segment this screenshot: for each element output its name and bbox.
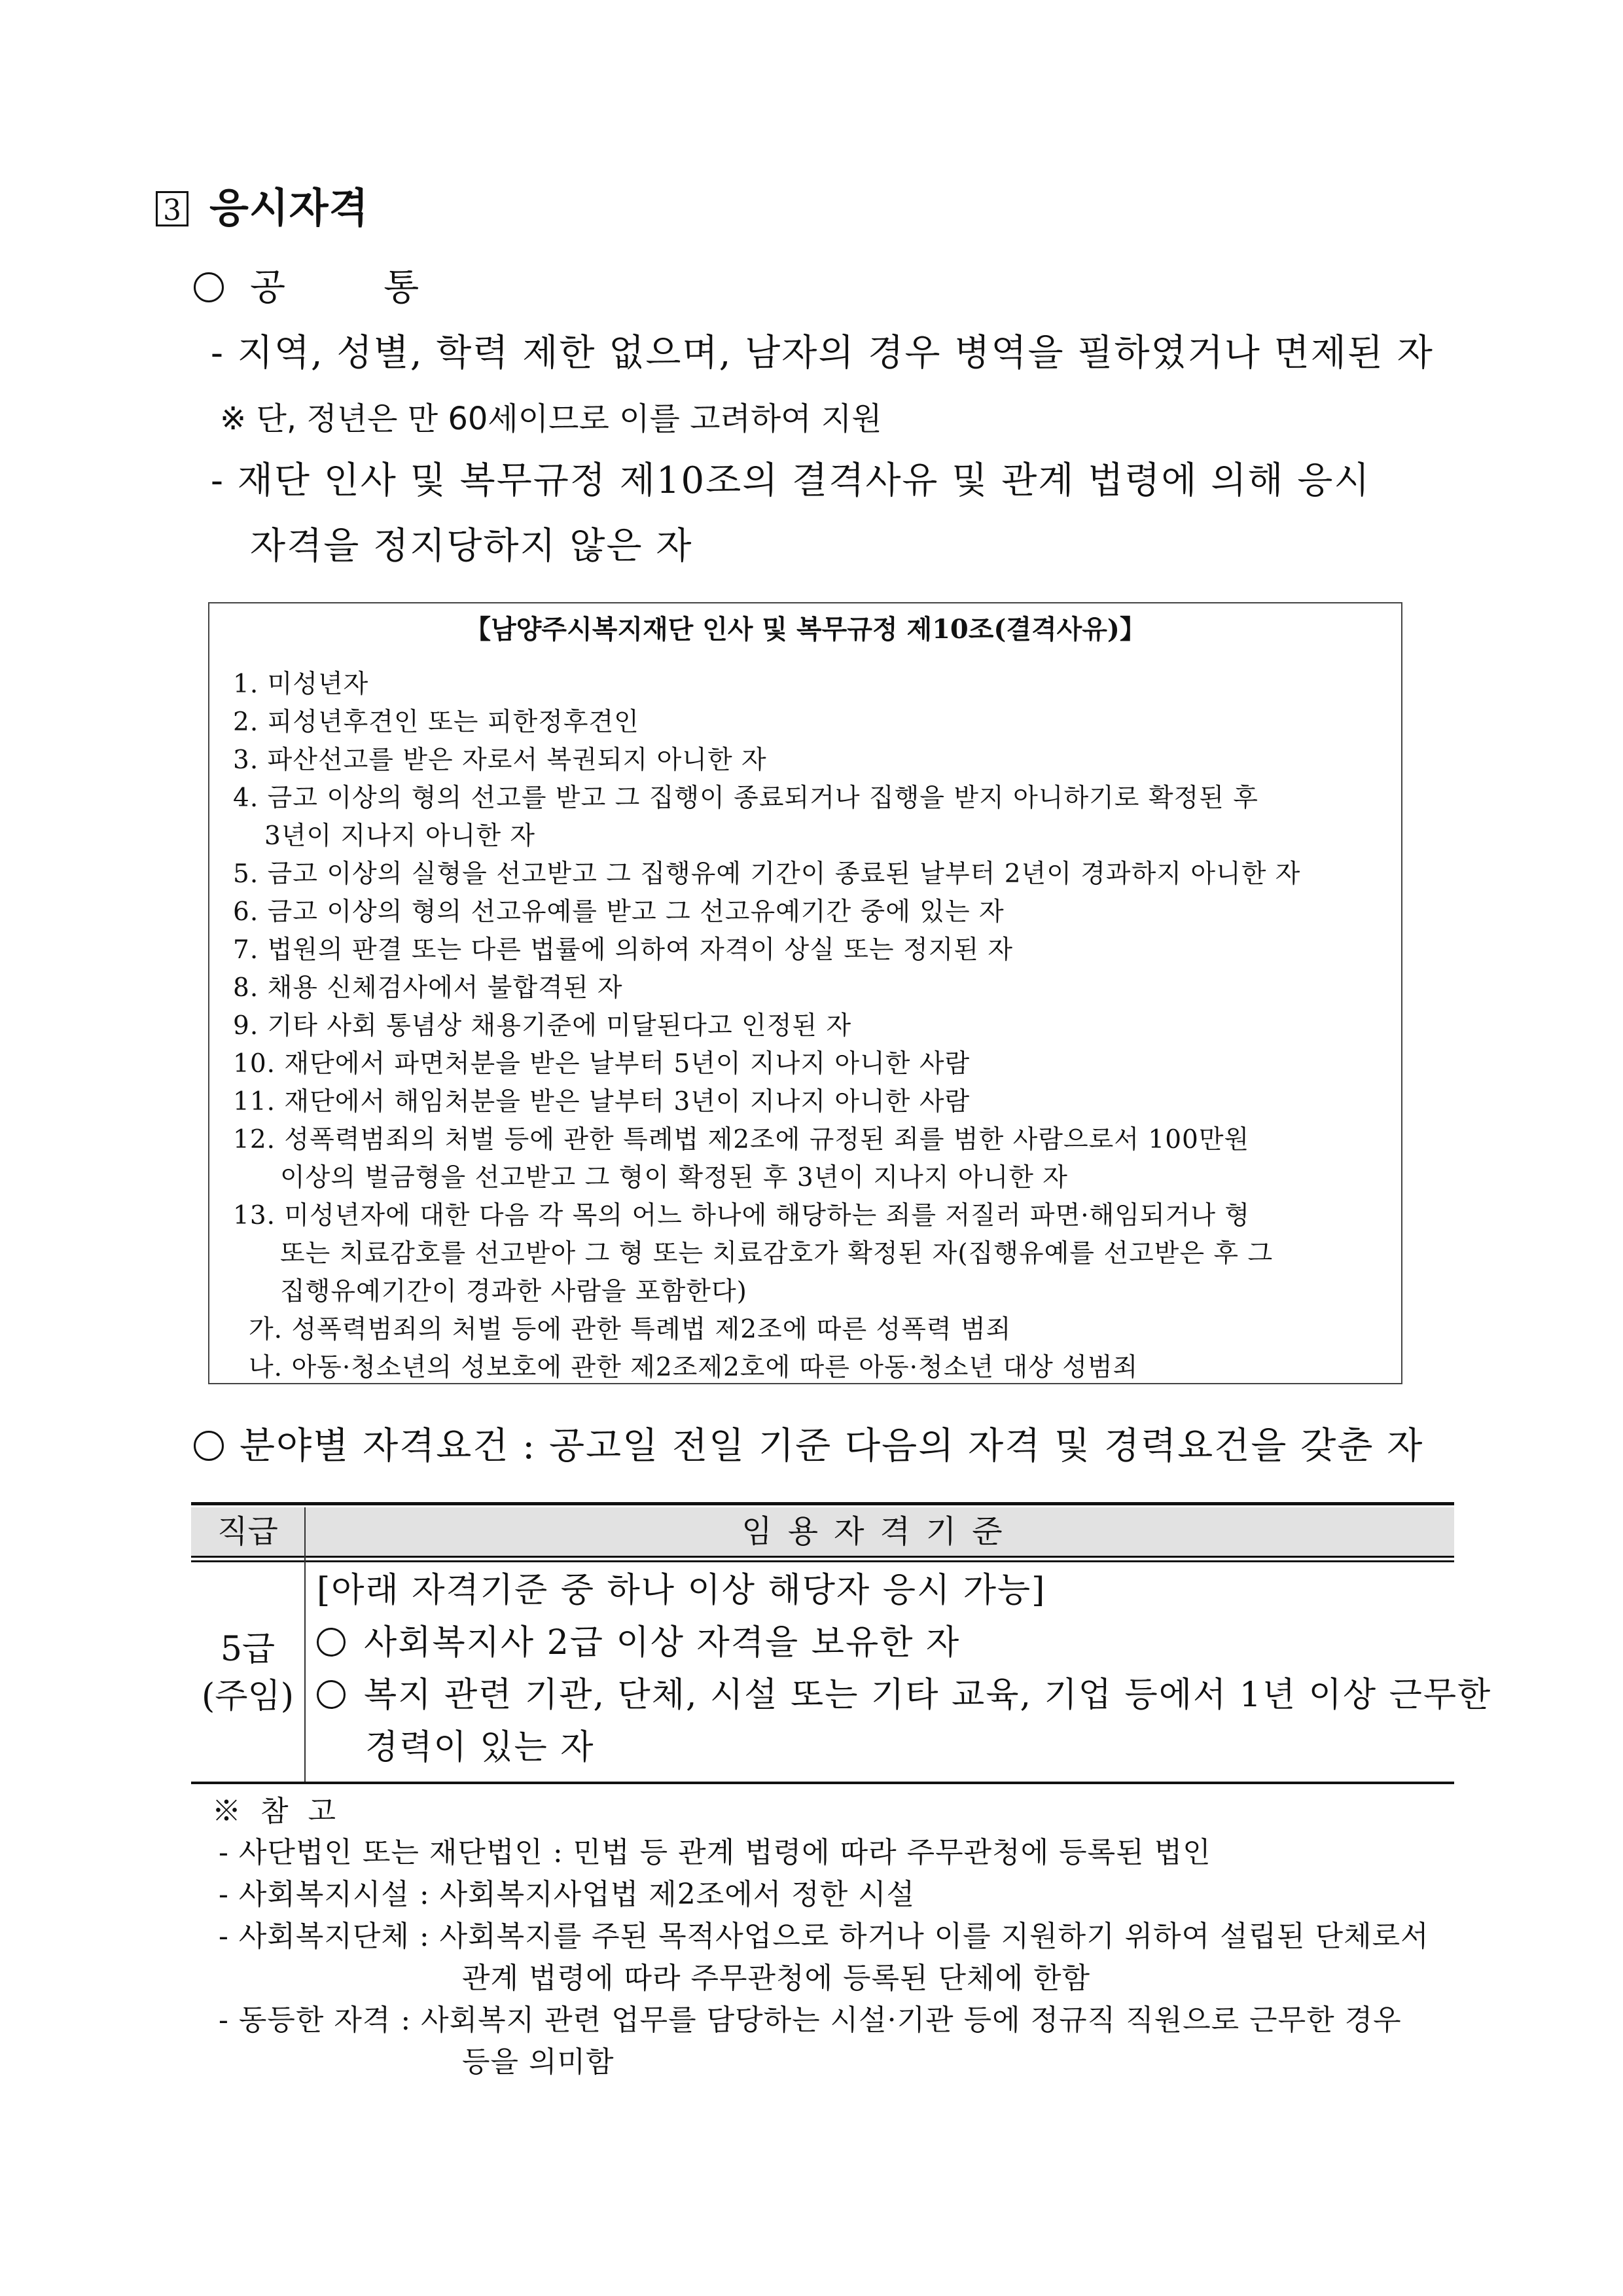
table-top-rule bbox=[191, 1502, 1454, 1505]
grade-title: (주임) bbox=[201, 1677, 294, 1716]
regulation-item-cont: 3년이 지나지 아니한 자 bbox=[264, 821, 536, 851]
regulation-box-title: 【남양주시복지재단 인사 및 복무규정 제10조(결격사유)】 bbox=[465, 614, 1146, 645]
regulation-subitem: 나. 아동·청소년의 성보호에 관한 제2조제2호에 따른 아동·청소년 대상 성범죄 bbox=[249, 1353, 1139, 1382]
criteria-item-cont: 경력이 있는 자 bbox=[365, 1728, 595, 1767]
regulation-item: 13. 미성년자에 대한 다음 각 목의 어느 하나에 해당하는 죄를 저질러 파면·해임되거나 형 bbox=[233, 1201, 1251, 1230]
common-note: ※ 단, 정년은 만 60세이므로 이를 고려하여 지원 bbox=[220, 401, 882, 437]
reference-line: - 사회복지단체 : 사회복지를 주된 목적사업으로 하거나 이를 지원하기 위하여 설립된 단체로서 bbox=[219, 1920, 1429, 1953]
common-line-2: - 재단 인사 및 복무규정 제10조의 결격사유 및 관계 법령에 의해 응시 bbox=[211, 459, 1371, 502]
regulation-item: 12. 성폭력범죄의 처벌 등에 관한 특례법 제2조에 규정된 죄를 범한 사람으로서 100만원 bbox=[233, 1125, 1250, 1155]
circle-bullet-icon bbox=[194, 272, 224, 302]
regulation-item: 4. 금고 이상의 형의 선고를 받고 그 집행이 종료되거나 집행을 받지 아니하기로 확정된 후 bbox=[233, 783, 1258, 813]
regulation-item-cont: 집행유예기간이 경과한 사람을 포함한다) bbox=[280, 1277, 747, 1306]
regulation-item: 6. 금고 이상의 형의 선고유예를 받고 그 선고유예기간 중에 있는 자 bbox=[233, 897, 1005, 927]
regulation-item: 8. 채용 신체검사에서 불합격된 자 bbox=[233, 973, 623, 1003]
circle-bullet-icon bbox=[194, 1431, 224, 1461]
table-header-grade: 직급 bbox=[217, 1513, 278, 1550]
common-line-1: - 지역, 성별, 학력 제한 없으며, 남자의 경우 병역을 필하였거나 면제된 자 bbox=[211, 332, 1434, 374]
regulation-item: 5. 금고 이상의 실형을 선고받고 그 집행유예 기간이 종료된 날부터 2년이 경과하지 아니한 자 bbox=[233, 859, 1301, 889]
section-title: 응시자격 bbox=[209, 184, 369, 232]
regulation-item-cont: 이상의 벌금형을 선고받고 그 형이 확정된 후 3년이 지나지 아니한 자 bbox=[280, 1163, 1068, 1193]
reference-line: - 사회복지시설 : 사회복지사업법 제2조에서 정한 시설 bbox=[219, 1878, 916, 1911]
reference-line-cont: 등을 의미함 bbox=[462, 2045, 615, 2079]
circle-bullet-icon bbox=[317, 1680, 346, 1709]
grade-level: 5급 bbox=[220, 1630, 276, 1669]
criteria-item: 사회복지사 2급 이상 자격을 보유한 자 bbox=[317, 1620, 960, 1666]
criteria-item: 복지 관련 기관, 단체, 시설 또는 기타 교육, 기업 등에서 1년 이상 근무한 bbox=[317, 1672, 1491, 1718]
regulation-item: 7. 법원의 판결 또는 다른 법률에 의하여 자격이 상실 또는 정지된 자 bbox=[233, 935, 1014, 965]
regulation-item-cont: 또는 치료감호를 선고받아 그 형 또는 치료감호가 확정된 자(집행유예를 선고받은 후 그 bbox=[280, 1239, 1274, 1268]
regulation-item: 3. 파산선고를 받은 자로서 복권되지 아니한 자 bbox=[233, 745, 767, 775]
table-header-rule bbox=[191, 1556, 1454, 1558]
field-requirements-heading: 분야별 자격요건 : 공고일 전일 기준 다음의 자격 및 경력요건을 갖춘 자 bbox=[194, 1424, 1423, 1469]
regulation-subitem: 가. 성폭력범죄의 처벌 등에 관한 특례법 제2조에 따른 성폭력 범죄 bbox=[249, 1315, 1012, 1344]
regulation-item: 1. 미성년자 bbox=[233, 670, 369, 699]
criteria-intro: [아래 자격기준 중 하나 이상 해당자 응시 가능] bbox=[317, 1571, 1046, 1610]
common-line-3: 자격을 정지당하지 않은 자 bbox=[250, 525, 693, 567]
regulation-item: 11. 재단에서 해임처분을 받은 날부터 3년이 지나지 아니한 사람 bbox=[233, 1087, 971, 1117]
reference-line-cont: 관계 법령에 따라 주무관청에 등록된 단체에 한함 bbox=[462, 1962, 1090, 1995]
reference-line: - 사단법인 또는 재단법인 : 민법 등 관계 법령에 따라 주무관청에 등록된 법인 bbox=[219, 1836, 1211, 1869]
regulation-item: 9. 기타 사회 통념상 채용기준에 미달된다고 인정된 자 bbox=[233, 1011, 852, 1041]
section-number: 3 bbox=[156, 191, 188, 226]
table-header-rule bbox=[191, 1560, 1454, 1562]
regulation-item: 10. 재단에서 파면처분을 받은 날부터 5년이 지나지 아니한 사람 bbox=[233, 1049, 971, 1079]
circle-bullet-icon bbox=[317, 1628, 346, 1657]
regulation-item: 2. 피성년후견인 또는 피한정후견인 bbox=[233, 708, 639, 737]
reference-line: - 동등한 자격 : 사회복지 관련 업무를 담당하는 시설·기관 등에 정규직 직원으로 근무한 경우 bbox=[219, 2003, 1402, 2037]
table-bottom-rule bbox=[191, 1782, 1454, 1784]
common-heading: 공 통 bbox=[194, 265, 419, 311]
table-header-criteria: 임용자격기준 bbox=[741, 1513, 1018, 1550]
reference-heading: ※ 참 고 bbox=[212, 1795, 341, 1828]
